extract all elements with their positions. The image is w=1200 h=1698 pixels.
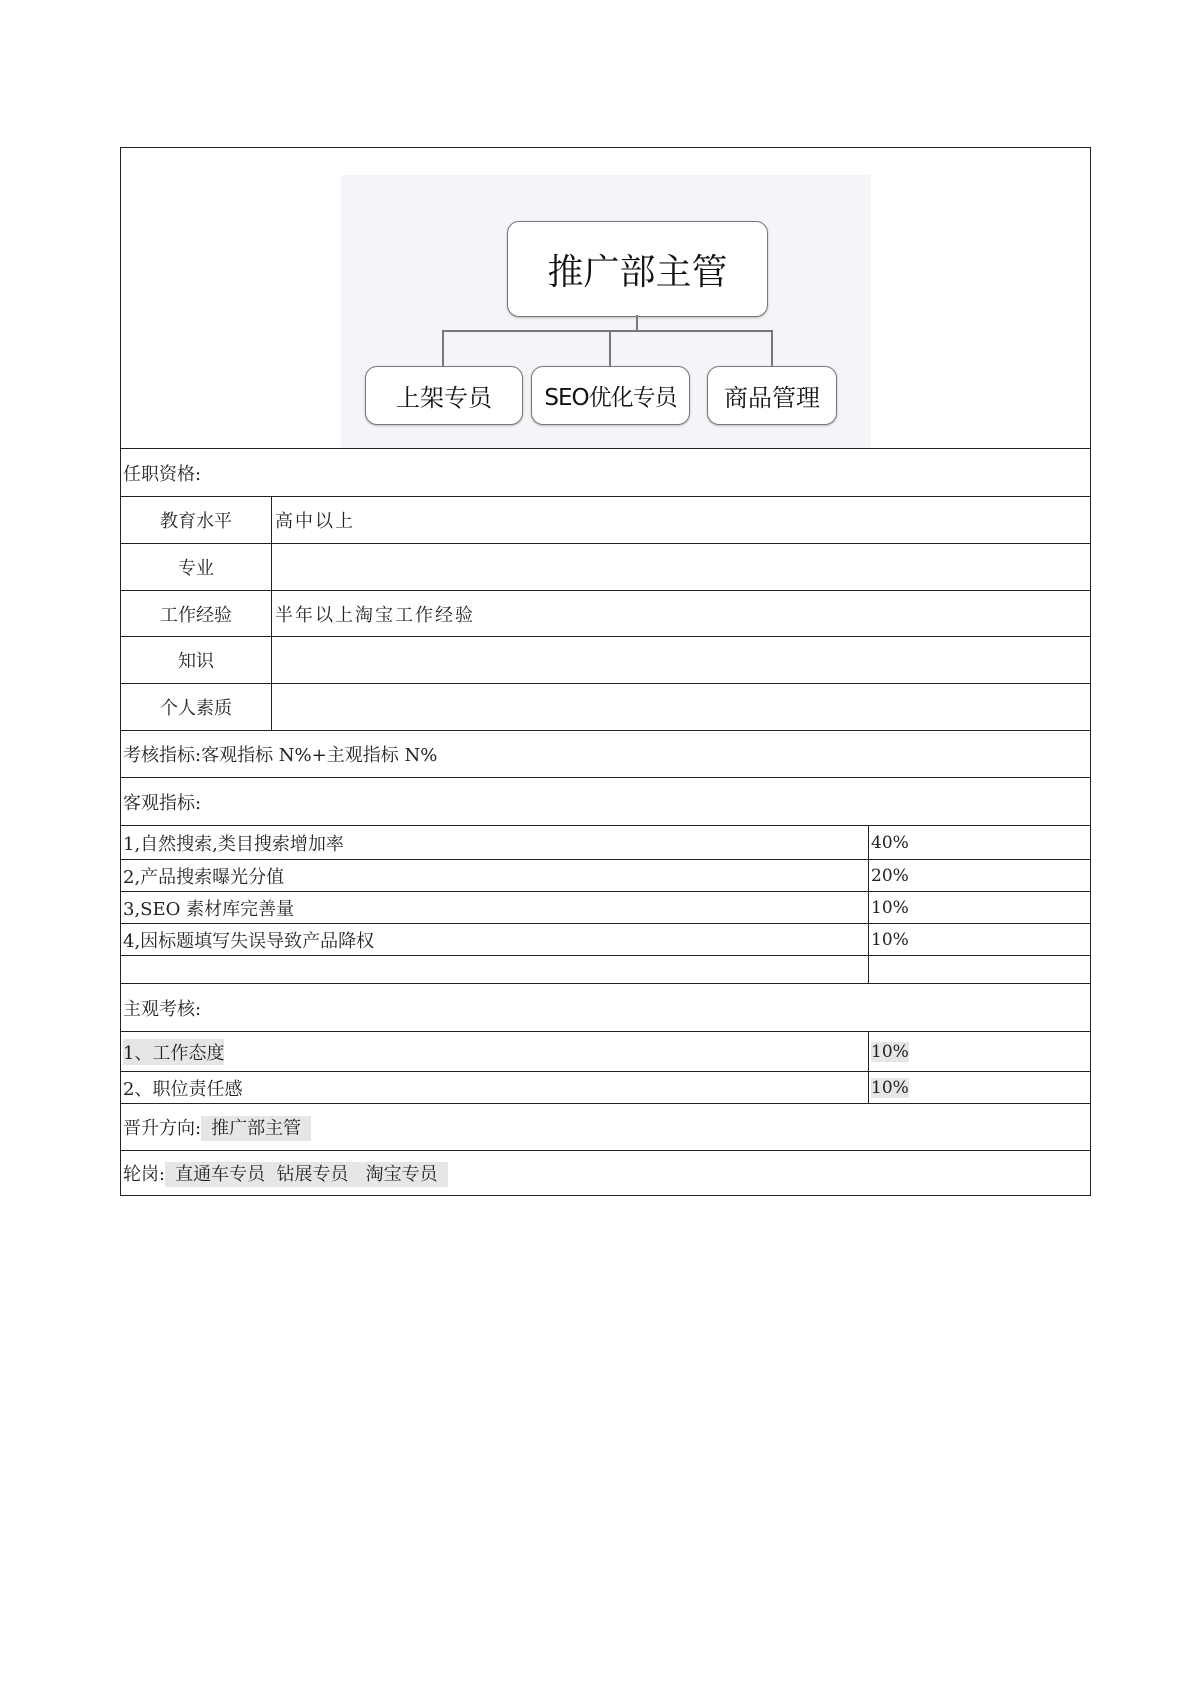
qualification-row: 知识 <box>121 637 1090 684</box>
objective-row: 1,自然搜索,类目搜索增加率 40% <box>121 826 1090 860</box>
qualification-row: 个人素质 <box>121 684 1090 731</box>
org-chart <box>341 175 871 448</box>
qualification-row: 工作经验 半年以上淘宝工作经验 <box>121 591 1090 637</box>
org-chart-row <box>121 148 1090 449</box>
assessment-row: 考核指标:客观指标 N%+主观指标 N% <box>121 731 1090 778</box>
qualification-row: 专业 <box>121 544 1090 591</box>
org-node-top: 推广部主管 <box>507 221 768 317</box>
job-table <box>120 147 1091 1196</box>
qualifications-header: 任职资格: <box>121 449 1090 497</box>
org-node: 商品管理 <box>707 366 837 425</box>
subjective-header: 主观考核: <box>121 984 1090 1032</box>
rotation-row: 轮岗: 直通车专员 钻展专员 淘宝专员 <box>121 1151 1090 1195</box>
objective-row: 2,产品搜索曝光分值 20% <box>121 860 1090 892</box>
objective-header: 客观指标: <box>121 778 1090 826</box>
org-node: SEO优化专员 <box>531 366 690 425</box>
promotion-row: 晋升方向: 推广部主管 <box>121 1104 1090 1151</box>
subjective-row: 2、职位责任感 10% <box>121 1072 1090 1104</box>
qualification-row: 教育水平 高中以上 <box>121 497 1090 544</box>
objective-row: 3,SEO 素材库完善量 10% <box>121 892 1090 924</box>
objective-row-empty <box>121 956 1090 984</box>
org-node: 上架专员 <box>365 366 523 425</box>
subjective-row: 1、工作态度 10% <box>121 1032 1090 1072</box>
objective-row: 4,因标题填写失误导致产品降权 10% <box>121 924 1090 956</box>
